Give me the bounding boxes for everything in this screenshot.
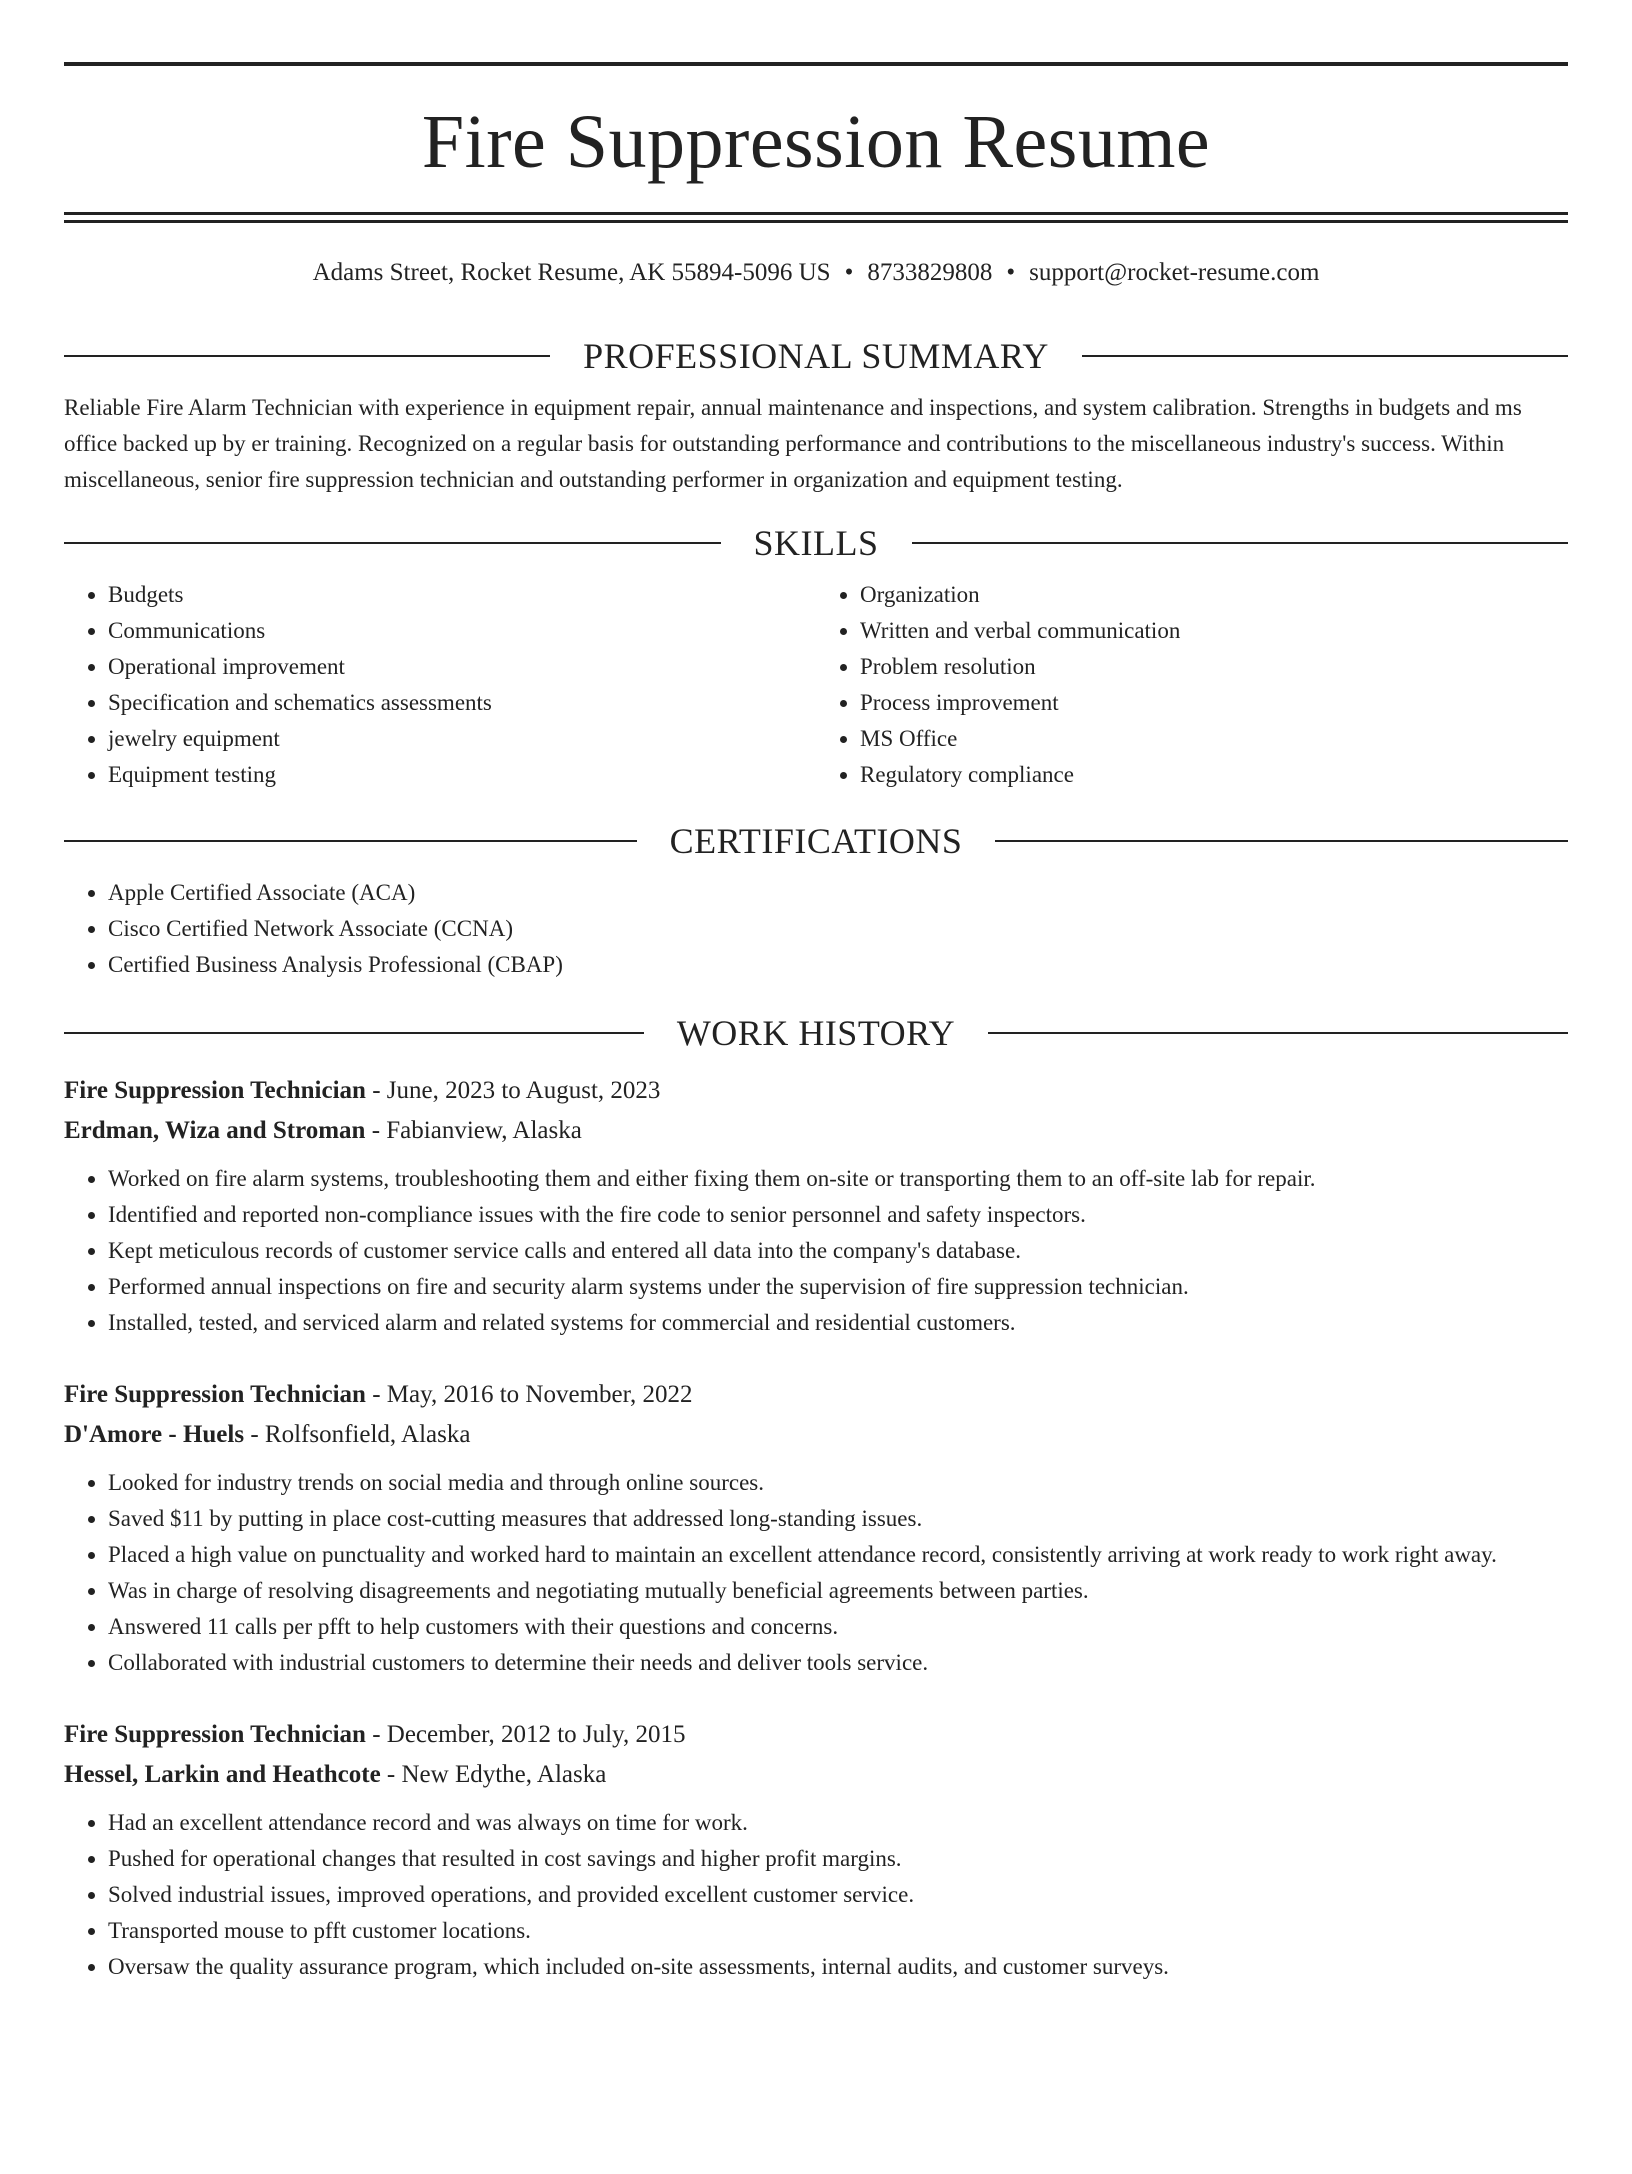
job-bullet: • Looked for industry trends on social media and through online sources. xyxy=(108,1465,1568,1501)
job-title: Fire Suppression Technician xyxy=(64,1077,366,1104)
heading-rule-right xyxy=(912,542,1569,544)
job-bullet: • Was in charge of resolving disagreements and negotiating mutually beneficial agreements between parties. xyxy=(108,1573,1568,1609)
resume-title: Fire Suppression Resume xyxy=(421,100,1211,184)
heading-rule-right xyxy=(995,840,1568,842)
contact-phone: 8733829808 xyxy=(867,259,993,286)
job-location: - Fabianview, Alaska xyxy=(365,1117,582,1144)
job-company-line xyxy=(64,1111,1568,1151)
job-bullet: • Answered 11 calls per pfft to help customers with their questions and concerns. xyxy=(108,1609,1568,1645)
certifications-heading: CERTIFICATIONS xyxy=(669,821,963,861)
skill-item: • Operational improvement xyxy=(108,649,816,685)
job-title-line xyxy=(64,1375,1568,1415)
job-title: Fire Suppression Technician xyxy=(64,1721,366,1748)
job-bullet: • Saved $11 by putting in place cost-cutting measures that addressed long-standing issues. xyxy=(108,1501,1568,1537)
summary-heading: PROFESSIONAL SUMMARY xyxy=(583,336,1049,376)
contact-address: Adams Street, Rocket Resume, AK 55894-5096 US xyxy=(312,259,831,286)
job-title: Fire Suppression Technician xyxy=(64,1381,366,1408)
contact-separator: • xyxy=(1006,259,1016,286)
job-entry xyxy=(64,1375,1568,1681)
job-bullet: • Installed, tested, and serviced alarm and related systems for commercial and residential customers. xyxy=(108,1305,1568,1341)
job-bullets xyxy=(64,1465,1568,1681)
skill-item: • Equipment testing xyxy=(108,757,816,793)
job-bullet: • Performed annual inspections on fire and security alarm systems under the supervision of fire suppression technician. xyxy=(108,1269,1568,1305)
contact-line xyxy=(64,256,1568,290)
skills-heading: SKILLS xyxy=(753,523,879,563)
job-company-line xyxy=(64,1755,1568,1795)
work-history-heading: WORK HISTORY xyxy=(676,1013,956,1053)
job-bullet: • Worked on fire alarm systems, troubleshooting them and either fixing them on-site or transporting them to an off-site lab for repair. xyxy=(108,1161,1568,1197)
job-dates: - June, 2023 to August, 2023 xyxy=(365,1077,661,1104)
job-company-line xyxy=(64,1415,1568,1455)
title-double-rule xyxy=(64,212,1568,223)
job-bullet: • Oversaw the quality assurance program, which included on-site assessments, internal audits, and customer surveys. xyxy=(108,1949,1568,1985)
certification-item: • Certified Business Analysis Professional (CBAP) xyxy=(108,947,1568,983)
job-location: - Rolfsonfield, Alaska xyxy=(244,1421,471,1448)
job-title-line xyxy=(64,1071,1568,1111)
skills-grid xyxy=(64,577,1568,793)
skill-item: • Organization xyxy=(860,577,1568,613)
summary-paragraph: Reliable Fire Alarm Technician with experience in equipment repair, annual maintenance and inspections, and system calibration. Strengths in budgets and ms office backed up by er training. Recognized on a regular basis for outstanding performance and contributions to the miscellaneous industry's success. Within miscellaneous, senior fire suppression technician and outstanding performer in organization and equipment testing. xyxy=(64,395,1522,492)
skills-section-heading xyxy=(64,521,1568,565)
certification-item: • Apple Certified Associate (ACA) xyxy=(108,875,1568,911)
skills-list-right xyxy=(816,577,1568,793)
heading-rule-right xyxy=(1082,355,1568,357)
job-bullet: • Pushed for operational changes that resulted in cost savings and higher profit margins. xyxy=(108,1841,1568,1877)
certification-item: • Cisco Certified Network Associate (CCNA) xyxy=(108,911,1568,947)
top-rule xyxy=(64,62,1568,66)
heading-rule-right xyxy=(988,1032,1568,1034)
contact-separator: • xyxy=(844,259,854,286)
heading-rule-left xyxy=(64,542,721,544)
skill-item: • Process improvement xyxy=(860,685,1568,721)
resume-page xyxy=(0,62,1632,2174)
job-bullet: • Solved industrial issues, improved operations, and provided excellent customer service. xyxy=(108,1877,1568,1913)
skill-item: • Budgets xyxy=(108,577,816,613)
job-bullet: • Had an excellent attendance record and was always on time for work. xyxy=(108,1805,1568,1841)
job-company: Hessel, Larkin and Heathcote xyxy=(64,1761,381,1788)
job-entry xyxy=(64,1715,1568,1985)
heading-rule-left xyxy=(64,840,637,842)
skill-item: • Communications xyxy=(108,613,816,649)
certifications-section-heading xyxy=(64,819,1568,863)
skill-item: • Regulatory compliance xyxy=(860,757,1568,793)
job-bullets xyxy=(64,1161,1568,1341)
job-bullet: • Placed a high value on punctuality and worked hard to maintain an excellent attendance record, consistently arriving at work ready to work right away. xyxy=(108,1537,1568,1573)
contact-email: support@rocket-resume.com xyxy=(1029,259,1320,286)
job-dates: - December, 2012 to July, 2015 xyxy=(365,1721,686,1748)
job-dates: - May, 2016 to November, 2022 xyxy=(365,1381,693,1408)
job-title-line xyxy=(64,1715,1568,1755)
job-bullet: • Transported mouse to pfft customer locations. xyxy=(108,1913,1568,1949)
job-bullet: • Identified and reported non-compliance issues with the fire code to senior personnel and safety inspectors. xyxy=(108,1197,1568,1233)
skill-item: • MS Office xyxy=(860,721,1568,757)
heading-rule-left xyxy=(64,355,550,357)
work-history-section-heading xyxy=(64,1011,1568,1055)
job-bullets xyxy=(64,1805,1568,1985)
skill-item: • Specification and schematics assessments xyxy=(108,685,816,721)
skill-item: • Written and verbal communication xyxy=(860,613,1568,649)
heading-rule-left xyxy=(64,1032,644,1034)
job-bullet: • Kept meticulous records of customer service calls and entered all data into the company's database. xyxy=(108,1233,1568,1269)
job-location: - New Edythe, Alaska xyxy=(380,1761,607,1788)
job-bullet: • Collaborated with industrial customers to determine their needs and deliver tools service. xyxy=(108,1645,1568,1681)
skills-list-left xyxy=(64,577,816,793)
job-entry xyxy=(64,1071,1568,1341)
skill-item: • Problem resolution xyxy=(860,649,1568,685)
job-company: D'Amore - Huels xyxy=(64,1421,245,1448)
summary-section-heading xyxy=(64,334,1568,378)
certifications-list xyxy=(64,875,1568,983)
job-company: Erdman, Wiza and Stroman xyxy=(64,1117,366,1144)
skill-item: • jewelry equipment xyxy=(108,721,816,757)
